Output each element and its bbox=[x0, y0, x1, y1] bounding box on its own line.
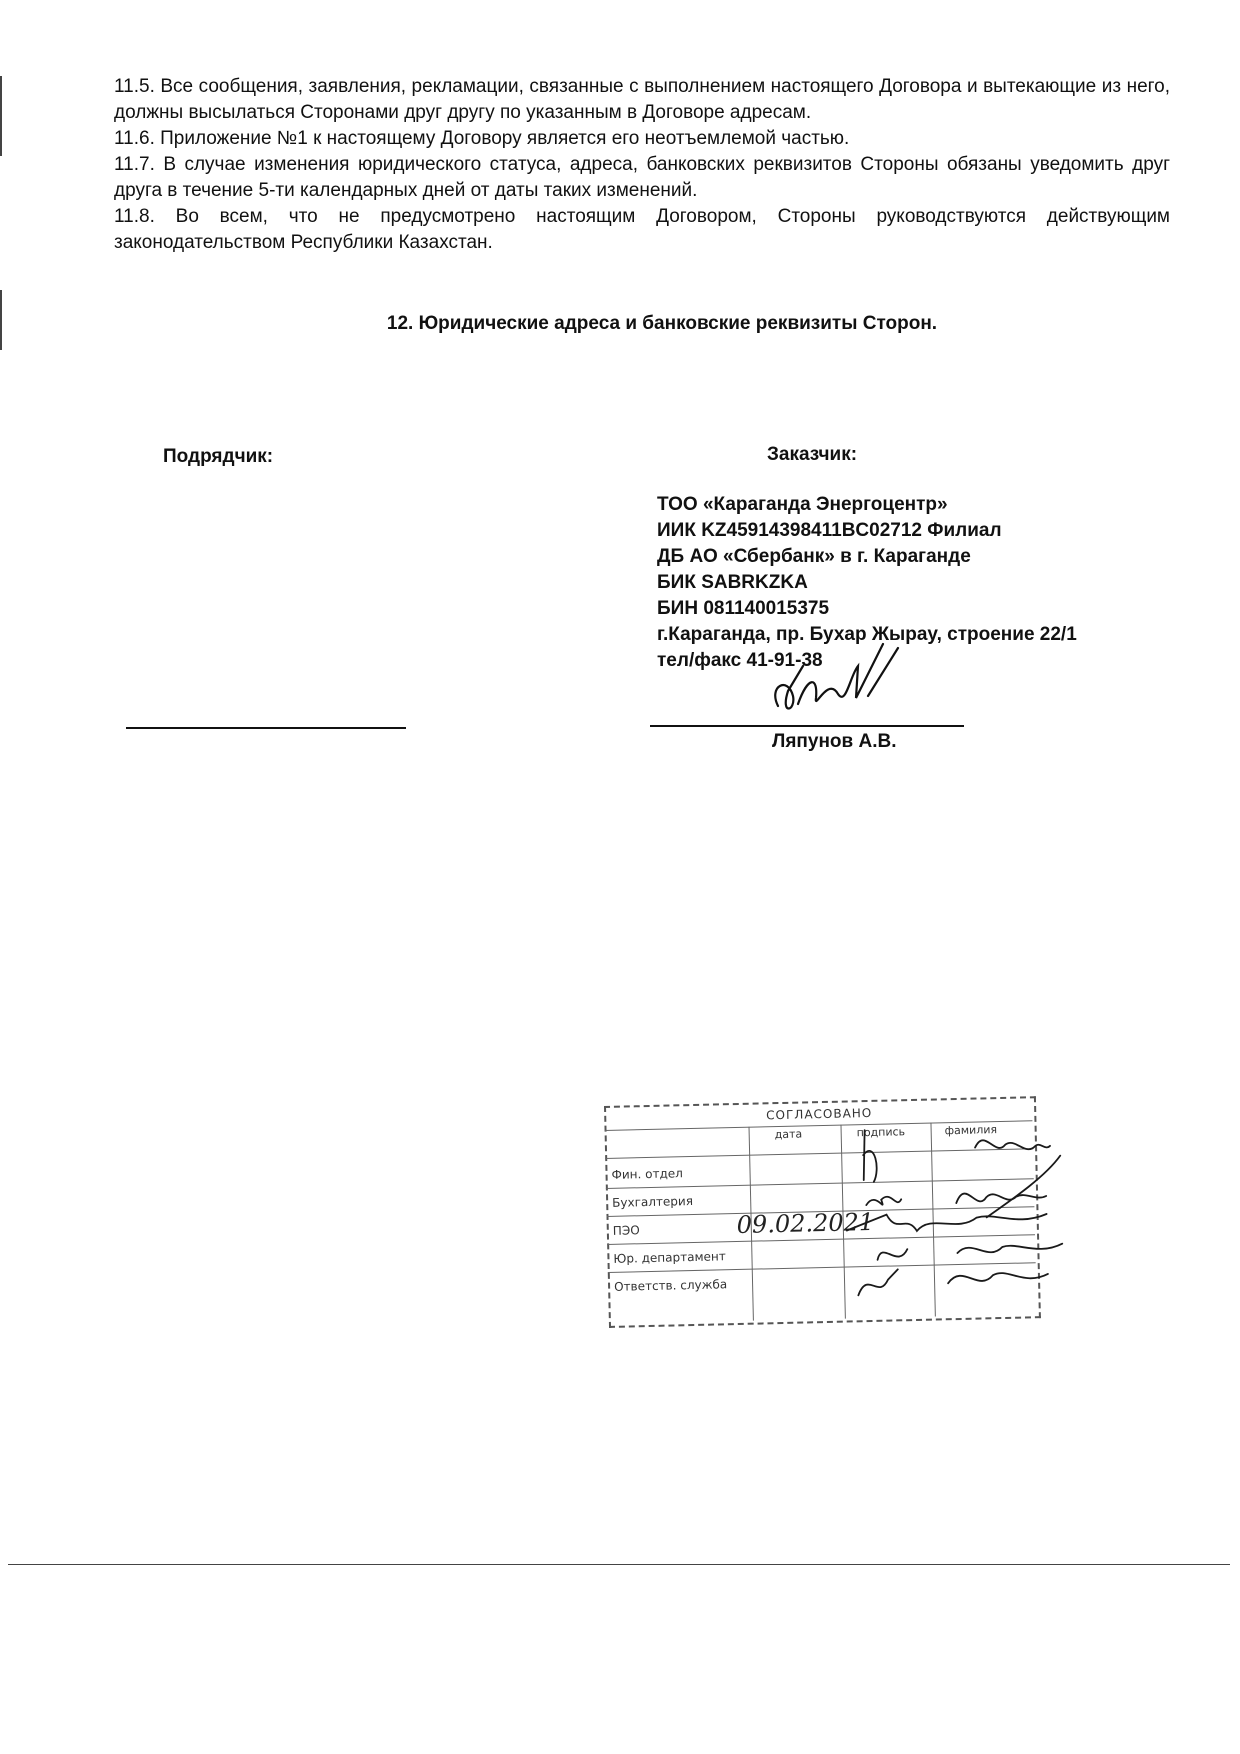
customer-signatory-name: Ляпунов А.В. bbox=[772, 731, 897, 752]
stamp-column-surname: фамилия bbox=[944, 1123, 998, 1138]
stamp-row-responsible: Ответств. служба bbox=[613, 1277, 728, 1294]
contract-clauses bbox=[114, 74, 1170, 256]
stamp-title: СОГЛАСОВАНО bbox=[766, 1105, 873, 1123]
approval-stamp bbox=[604, 1096, 1039, 1328]
customer-address: г.Караганда, пр. Бухар Жырау, строение 22/1 bbox=[657, 624, 1077, 645]
clause-11-6: 11.6. Приложение №1 к настоящему Договору является его неотъемлемой частью. bbox=[114, 128, 850, 149]
clause-11-5: 11.5. Все сообщения, заявления, рекламации, связанные с выполнением настоящего Договора и вытекающие из него, должны высылаться Сторонами друг другу по указанным в Договоре адресам. bbox=[114, 76, 1170, 123]
page-bottom-rule bbox=[8, 1564, 1230, 1565]
customer-signature bbox=[758, 636, 908, 726]
customer-phone-fax: тел/факс 41-91-38 bbox=[657, 650, 823, 671]
customer-bank: ДБ АО «Сбербанк» в г. Караганде bbox=[657, 546, 971, 567]
stamp-handwritten-date: 09.02.2021 bbox=[736, 1207, 875, 1240]
clause-11-8: 11.8. Во всем, что не предусмотрено настоящим Договором, Стороны руководствуются действующим законодательством Республики Казахстан. bbox=[114, 206, 1170, 253]
stamp-handwritten-signatures bbox=[834, 1116, 1068, 1311]
stamp-row-accounting: Бухгалтерия bbox=[612, 1194, 694, 1210]
customer-bik: БИК SABRKZKA bbox=[657, 572, 808, 593]
section-title: 12. Юридические адреса и банковские реквизиты Сторон. bbox=[386, 313, 938, 334]
contractor-label: Подрядчик: bbox=[163, 446, 274, 467]
customer-company-name: ТОО «Караганда Энергоцентр» bbox=[657, 494, 948, 515]
customer-signature-line bbox=[650, 725, 964, 727]
contractor-signature-line bbox=[126, 727, 406, 729]
customer-bin: БИН 081140015375 bbox=[657, 598, 830, 619]
stamp-column-signature: подпись bbox=[856, 1125, 906, 1140]
customer-label: Заказчик: bbox=[767, 444, 858, 465]
customer-iik: ИИК KZ45914398411BC02712 Филиал bbox=[657, 520, 1002, 541]
clause-11-7: 11.7. В случае изменения юридического статуса, адреса, банковских реквизитов Стороны обязаны уведомить друг друга в течение 5-ти календарных дней от даты таких изменений. bbox=[114, 154, 1170, 201]
stamp-row-legal: Юр. департамент bbox=[613, 1249, 726, 1266]
scan-edge-mark bbox=[0, 76, 2, 156]
stamp-row-finance: Фин. отдел bbox=[611, 1166, 684, 1182]
stamp-column-date: дата bbox=[774, 1127, 803, 1142]
stamp-row-peo: ПЭО bbox=[612, 1223, 640, 1238]
